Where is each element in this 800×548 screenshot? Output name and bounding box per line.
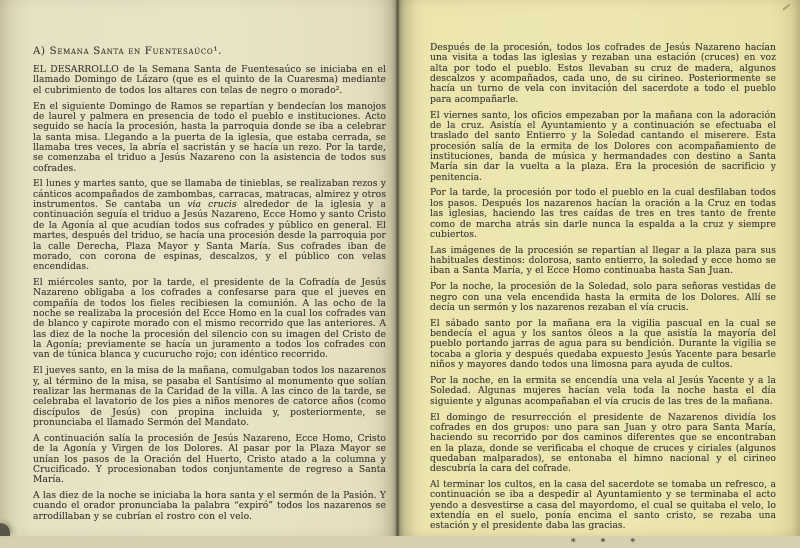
paragraph <box>430 188 776 240</box>
paragraph <box>430 480 776 532</box>
paragraph <box>33 102 386 174</box>
left-page-text-column <box>33 46 386 528</box>
paragraph <box>33 65 386 96</box>
paragraph <box>33 366 386 428</box>
paragraph <box>33 434 386 486</box>
text-run: El lunes y martes santo, que se llamaba de tinieblas, se realizaban rezos y cánticos acompañados de zambombas, carracas, matracas, almirez y otros instrumentos. Se cantaba un <box>33 178 386 211</box>
paragraph <box>430 111 776 183</box>
text-run: A continuación salía la procesión de Jesús Nazareno, Ecce Homo, Cristo de la Agonía y Virgen de los Dolores. Al pasar por la Plaza Mayor se unían los pasos de la Oración del Huerto, Cristo atado a la columna y Crucificado. Y procesionaban todos conjuntamente de regreso a Santa María. <box>33 432 386 486</box>
paragraph <box>430 43 776 105</box>
right-page-paragraphs <box>430 43 776 532</box>
left-page <box>0 0 397 536</box>
text-run: El viernes santo, los oficios empezaban por la mañana con la adoración de la cruz. Asistía el Ayuntamiento y a continuación se efectuaba el traslado del santo Entierro y la Soledad cantando el miserere. Esta procesión salía de la ermita de los Dolores con acompañamiento de instituciones, banda de música y hermandades con destino a Santa María sin dar la vuelta a la plaza. Era la procesión de sacrificio y penitencia. <box>430 109 776 183</box>
text-run: EL DESARROLLO de la Semana Santa de Fuentesaúco se iniciaba en el llamado Domingo de Lázaro (que es el quinto de la Cuaresma) mediante el cubrimiento de todos los altares con telas de negro o morado². <box>33 64 386 96</box>
paragraph <box>33 179 386 272</box>
text-run: El jueves santo, en la misa de la mañana, comulgaban todos los nazarenos y, al término de la misa, se pasaba el Santísimo al monumento que solían realizar las hermanas de la Caridad de la villa. A las cinco de la tarde, se celebraba el lavatorio de los pies a niños menores de catorce años (como discípulos de Jesús) con propina incluida y, posteriormente, se pronunciaba el llamado Sermón del Mandato. <box>33 365 386 428</box>
right-page <box>397 0 800 548</box>
left-page-paragraphs <box>33 65 386 522</box>
paragraph <box>33 278 386 361</box>
text-run: Por la noche, la procesión de la Soledad, solo para señoras vestidas de negro con una vela encendida hasta la ermita de los Dolores. Allí se decía un sermón y los nazarenos rezaban el vía crucis. <box>430 281 776 313</box>
text-run: El sábado santo por la mañana era la vigilia pascual en la cual se bendecía el agua y los santos óleos a la que asistía la mayoría del pueblo portando jarras de agua para su bendición. Durante la vigilia se tocaba a gloria y después quedaba expuesto Jesús Yacente para besarle niños y mayores dando todos una limosna para ayuda de cultos. <box>430 317 776 371</box>
text-run: El miércoles santo, por la tarde, el presidente de la Cofradía de Jesús Nazareno obligaba a los cofrades a confesarse para que el jueves en compañía de todos los fieles recibiesen la comunión. A las ocho de la noche se realizaba la procesión del Ecce Homo en la cual los cofrades van de blanco y capirote morado con el mismo recorrido que las anteriores. A las diez de la noche la procesión del silencio con su imagen del Cristo de la Agonía; previamente se hacía un juramento a todos los cofrades con van de túnica blanca y cucurucho rojo; con idéntico recorrido. <box>33 277 386 361</box>
paragraph <box>430 376 776 407</box>
italic-phrase: via crucis <box>187 199 237 211</box>
right-page-text-column <box>430 43 776 548</box>
text-run: El domingo de resurrección el presidente de Nazarenos dividía los cofrades en dos grupos: uno para san Juan y otro para Santa María, haciendo su recorrido por dos caminos diferentes que se encontraban en la plaza, donde se verificaba el choque de cruces y ciriales (algunos quedaban malparados), se entonaba el himno nacional y el cirineo descubría la cara del cofrade. <box>430 411 776 475</box>
text-run: Después de la procesión, todos los cofrades de Jesús Nazareno hacían una visita a todas las iglesias y rezaban una estación (cruces) en voz alta por todo el pueblo. Estos llevaban su cruz de madera, algunos descalzos y acompañados, cada uno, de su cirineo. Posteriormente se hacía un turno de vela con invitación del sacerdote a todo el pueblo para acompañarle. <box>430 42 776 105</box>
text-run: Por la tarde, la procesión por todo el pueblo en la cual desfilaban todos los pasos. Después los nazarenos hacían la oración a la Cruz en todas las iglesias, haciendo las tres caídas de tres en tres tanto de frente como de marcha atrás sin darle nunca la espalda a la cruz y siempre cubiertos. <box>430 187 776 240</box>
paragraph <box>430 413 776 475</box>
paragraph <box>430 319 776 371</box>
text-run: A las diez de la noche se iniciaba la hora santa y el sermón de la Pasión. Y cuando el orador pronunciaba la palabra “expiró” todos los nazarenos se arrodillaban y se cubrían el rostro con el velo. <box>33 490 386 522</box>
text-run: Las imágenes de la procesión se repartían al llegar a la plaza para sus habituales destinos: dolorosa, santo entierro, la soledad y ecce homo se iban a Santa María, y el Ecce Homo continuaba hasta San Juan. <box>430 244 776 277</box>
text-run: alrededor de la iglesia y a continuación seguía el triduo a Jesús Nazareno, Ecce Homo y santo Cristo de la Agonía al que acudían todos sus cofrades y público en general. El martes, después del triduo, se hacía una procesión desde la parroquia por la calle Derecha, Plaza Mayor y Santa María. Sus cofrades iban de morado, con corona de espinas, descalzos, y el público con velas encendidas. <box>33 199 386 273</box>
text-run: En el siguiente Domingo de Ramos se repartían y bendecían los manojos de laurel y palmera en presencia de todo el pueblo e instituciones. Acto seguido se hacía la procesión, hasta la parroquia donde se iba a celebrar la santa misa. Llegando a la puerta de la iglesia, que estaba cerrada, se llamaba tres veces, la abría el sacristán y se hacía un rezo. Por la tarde, se comenzaba el triduo a Jesús Nazareno con la asistencia de todos sus cofrades. <box>33 100 386 174</box>
section-heading: A) Semana Santa en Fuentesaúco¹. <box>33 46 223 57</box>
paragraph <box>430 246 776 277</box>
end-mark-asterisks: * * * <box>570 537 647 548</box>
paragraph <box>430 282 776 313</box>
text-run: Al terminar los cultos, en la casa del sacerdote se tomaba un refresco, a continuación se iba a despedir al Ayuntamiento y se terminaba el acto yendo a desvestirse a casa del mayordomo, el cual se quitaba el velo, lo extendía en el suelo, ponía encima el santo cristo, se rezaba una estación y el presidente daba las gracias. <box>430 479 776 532</box>
text-run: Por la noche, en la ermita se encendía una vela al Jesús Yacente y a la Soledad. Algunas mujeres hacían vela toda la noche hasta el día siguiente y algunas acompañaban el vía crucis de las tres de la mañana. <box>430 374 776 407</box>
paragraph <box>33 491 386 522</box>
